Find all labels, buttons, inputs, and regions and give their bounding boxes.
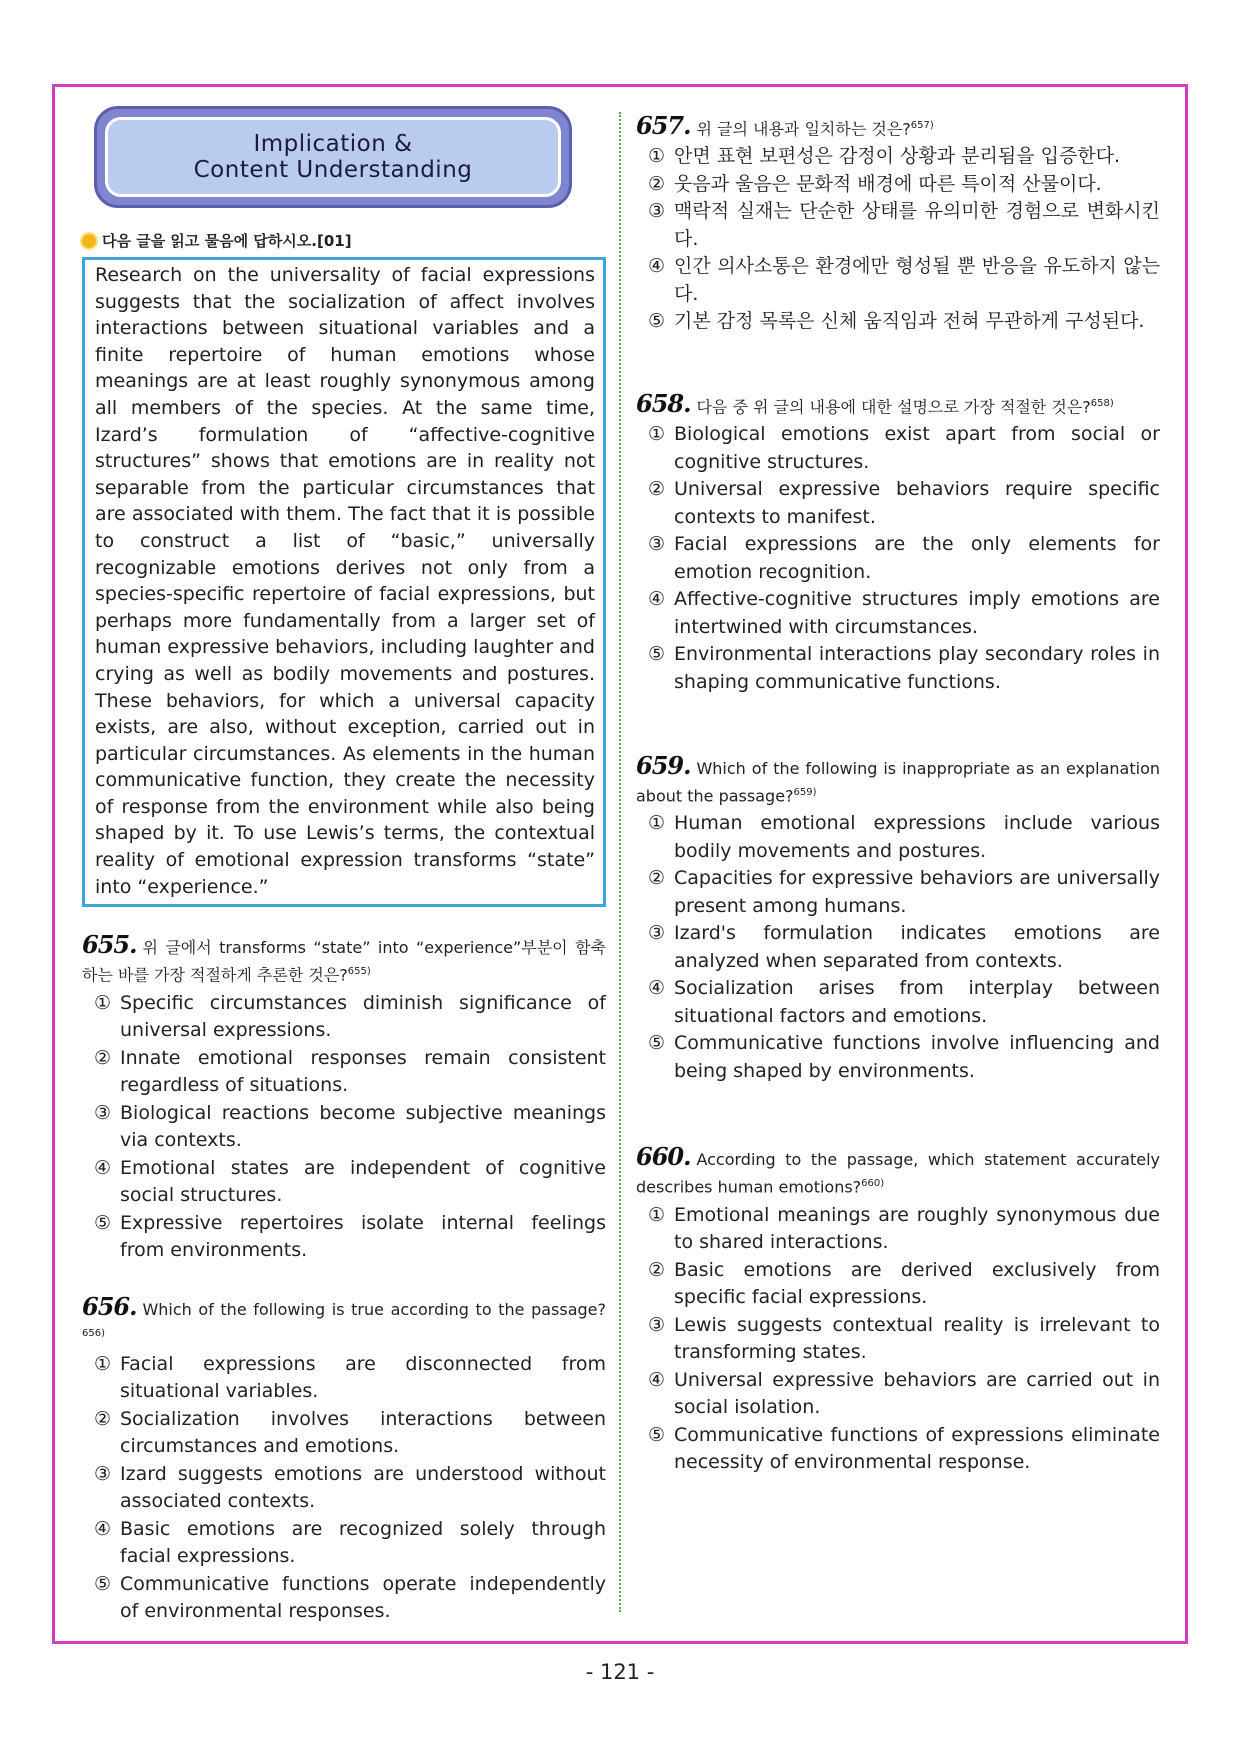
- footnote-ref: 659): [793, 787, 817, 799]
- question-prompt: Which of the following is inappropriate as an explanation about the passage?: [636, 759, 1160, 806]
- answer-option[interactable]: ③ 맥락적 실재는 단순한 상태를 유의미한 경험으로 변화시킨다.: [648, 200, 1160, 250]
- question-660: [636, 1142, 1160, 1476]
- section-title-line-1: Implication &: [253, 131, 413, 157]
- section-title-line-2: Content Understanding: [193, 157, 473, 183]
- column-divider: [619, 112, 621, 1612]
- answer-option[interactable]: ⑤ 기본 감정 목록은 신체 움직임과 전혀 무관하게 구성된다.: [648, 310, 1145, 333]
- question-number: 659.: [636, 751, 691, 781]
- instruction-text: 다음 글을 읽고 물음에 답하시오.[01]: [102, 232, 352, 250]
- answer-option[interactable]: ④ 인간 의사소통은 환경에만 형성될 뿐 반응을 유도하지 않는다.: [648, 255, 1160, 305]
- page-number: - 121 -: [585, 1660, 655, 1684]
- answer-option[interactable]: ① Facial expressions are disconnected from situational variables.: [94, 1352, 606, 1403]
- answer-option[interactable]: ② Socialization involves interactions between circumstances and emotions.: [94, 1407, 606, 1458]
- footnote-ref: 656): [82, 1327, 105, 1339]
- answer-option[interactable]: ③ Facial expressions are the only elements for emotion recognition.: [648, 533, 1160, 583]
- answer-option[interactable]: ④ Socialization arises from interplay between situational factors and emotions.: [648, 977, 1160, 1027]
- question-header: [636, 389, 1160, 419]
- footnote-ref: 658): [1090, 397, 1114, 409]
- footnote-ref: 660): [861, 1178, 885, 1190]
- answer-option[interactable]: ① Human emotional expressions include various bodily movements and postures.: [648, 812, 1160, 862]
- answer-option[interactable]: ④ Affective-cognitive structures imply emotions are intertwined with circumstances.: [648, 588, 1160, 638]
- answer-option[interactable]: ① Specific circumstances diminish significance of universal expressions.: [94, 991, 606, 1042]
- question-prompt: Which of the following is true according to the passage?: [142, 1299, 606, 1319]
- section-title: [194, 131, 473, 183]
- question-number: 660.: [636, 1142, 691, 1172]
- section-title-badge: [94, 106, 572, 208]
- answer-option[interactable]: ⑤ Communicative functions of expressions eliminate necessity of environmental response.: [648, 1423, 1160, 1474]
- answer-option[interactable]: ② Capacities for expressive behaviors are universally present among humans.: [648, 867, 1160, 917]
- answer-option[interactable]: ① Biological emotions exist apart from social or cognitive structures.: [648, 423, 1160, 473]
- answer-option[interactable]: ② Innate emotional responses remain consistent regardless of situations.: [94, 1046, 606, 1097]
- answer-option[interactable]: ② Universal expressive behaviors require specific contexts to manifest.: [648, 478, 1160, 528]
- answer-option[interactable]: ⑤ Expressive repertoires isolate internal feelings from environments.: [94, 1211, 606, 1262]
- question-header: [82, 1291, 606, 1349]
- answer-option[interactable]: ④ Emotional states are independent of cognitive social structures.: [94, 1156, 606, 1207]
- question-prompt: 위 글에서 transforms “state” into “experience”부분이 함축하는 바를 가장 적절하게 추론한 것은?: [82, 938, 606, 985]
- question-655: [82, 930, 606, 1264]
- question-header: [82, 930, 606, 987]
- answer-option[interactable]: ④ Universal expressive behaviors are carried out in social isolation.: [648, 1368, 1160, 1419]
- question-prompt: According to the passage, which statement accurately describes human emotions?: [636, 1150, 1160, 1197]
- answer-option[interactable]: ③ Lewis suggests contextual reality is irrelevant to transforming states.: [648, 1313, 1160, 1364]
- sun-icon: [82, 234, 96, 248]
- question-658: [636, 389, 1160, 696]
- answer-option[interactable]: ① Emotional meanings are roughly synonymous due to shared interactions.: [648, 1203, 1160, 1254]
- question-number: 656.: [82, 1291, 137, 1321]
- left-column: [82, 106, 606, 1626]
- footnote-ref: 657): [910, 120, 934, 131]
- question-number: 658.: [636, 389, 691, 419]
- answer-option[interactable]: ① 안면 표현 보편성은 감정이 상황과 분리됨을 입증한다.: [648, 145, 1121, 168]
- question-header: [636, 751, 1160, 808]
- question-659: [636, 751, 1160, 1085]
- answer-option[interactable]: ③ Izard suggests emotions are understood without associated contexts.: [94, 1462, 606, 1513]
- question-656: [82, 1291, 606, 1626]
- answer-option[interactable]: ② 웃음과 울음은 문화적 배경에 따른 특이적 산물이다.: [648, 172, 1102, 195]
- answer-option[interactable]: ③ Biological reactions become subjective meanings via contexts.: [94, 1101, 606, 1152]
- answer-option[interactable]: ⑤ Communicative functions involve influencing and being shaped by environments.: [648, 1032, 1160, 1082]
- reading-passage: Research on the universality of facial expressions suggests that the socialization of affect involves interactions between situational variables and a finite repertoire of human emotions whose meanings are at least roughly synonymous among all members of the species. At the same time, Izard’s formulation of “affective-cognitive structures” shows that emotions are in reality not separable from the particular circumstances that are associated with them. The fact that it is possible to construct a list of “basic,” universally recognizable emotions derives not only from a species-specific repertoire of facial expressions, but perhaps more fundamentally from a larger set of human expressive behaviors, including laughter and crying as well as bodily movements and postures. These behaviors, for which a universal capacity exists, are also, without exception, carried out in particular circumstances. As elements in the human communicative function, they create the necessity of response from the environment while also being shaped by it. To use Lewis’s terms, the contextual reality of emotional expression transforms “state” into “experience.”: [82, 257, 606, 907]
- question-number: 655.: [82, 930, 137, 960]
- instruction: [82, 230, 606, 251]
- question-prompt: 다음 중 위 글의 내용에 대한 설명으로 가장 적절한 것은?: [696, 397, 1091, 417]
- answer-option[interactable]: ④ Basic emotions are recognized solely through facial expressions.: [94, 1517, 606, 1568]
- answer-option[interactable]: ⑤ Communicative functions operate independently of environmental responses.: [94, 1572, 606, 1623]
- right-column: [636, 111, 1160, 1477]
- question-header: [636, 1142, 1160, 1199]
- question-657: [636, 111, 1160, 336]
- answer-option[interactable]: ② Basic emotions are derived exclusively from specific facial expressions.: [648, 1258, 1160, 1309]
- answer-option[interactable]: ③ Izard's formulation indicates emotions are analyzed when separated from contexts.: [648, 922, 1160, 972]
- answer-option[interactable]: ⑤ Environmental interactions play secondary roles in shaping communicative functions.: [648, 643, 1160, 693]
- question-header: [636, 111, 1160, 141]
- footnote-ref: 655): [347, 966, 371, 978]
- question-prompt: 위 글의 내용과 일치하는 것은?: [696, 119, 911, 139]
- question-number: 657.: [636, 111, 691, 141]
